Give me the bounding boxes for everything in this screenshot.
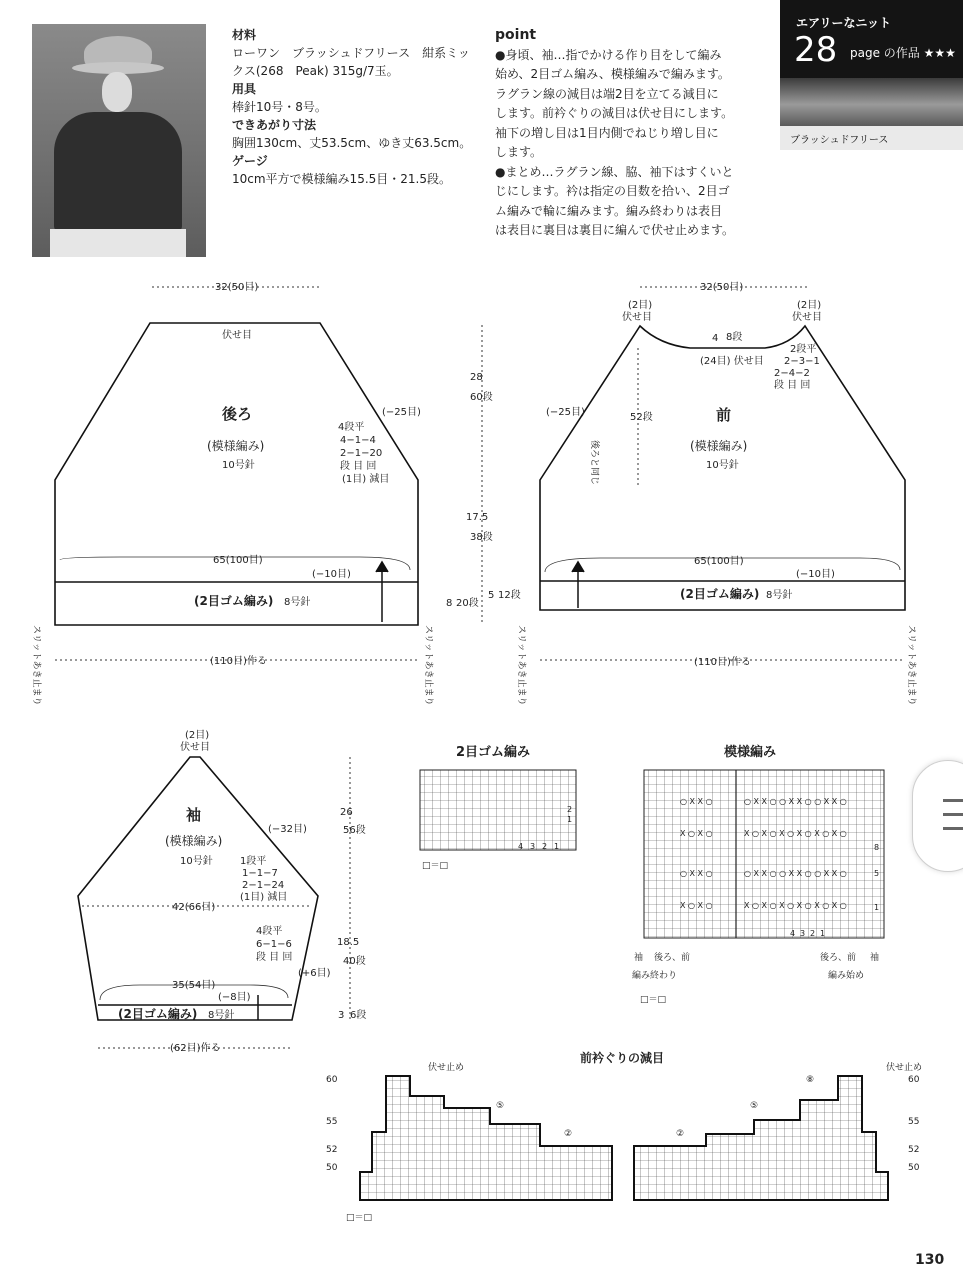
pattern-col-num: 2	[810, 929, 816, 938]
front-pattern: (模様編み)	[690, 439, 748, 453]
pattern-row-num: 1	[874, 903, 880, 912]
neck-row-label: 60	[908, 1075, 920, 1085]
back-dec-row: 2−1−20	[340, 448, 383, 459]
point-line: 始め、2目ゴム編み、模様編みで編みます。	[495, 67, 730, 81]
back-hem-width: 65(100目)	[213, 555, 263, 566]
materials-line1: ローワン ブラッシュドフリース 紺系ミッ	[232, 46, 470, 60]
front-slit-left: スリットあき止まり	[516, 625, 526, 706]
pattern-col-num: 3	[800, 929, 806, 938]
dim-h3: 8	[446, 598, 453, 609]
sleeve-inc-row: 6−1−6	[256, 939, 292, 950]
rib-col-num: 1	[554, 842, 560, 851]
point-line: ●まとめ…ラグラン線、脇、袖下はすくいと	[495, 164, 734, 179]
rib-chart	[420, 744, 576, 871]
sleeve-h2: 18.5	[337, 937, 360, 948]
back-cast-on: (110目)作る	[210, 656, 267, 667]
page-label: page の作品 ★★★	[850, 46, 956, 60]
sleeve-inc: (+6目)	[298, 968, 331, 979]
sleeve-h3-rows: 6段	[350, 1010, 367, 1021]
dim-h4-rows: 12段	[498, 590, 521, 601]
materials-heading: 材料	[232, 28, 257, 42]
sleeve-dec: (−32目)	[268, 824, 307, 835]
front-slit-right: スリットあき止まり	[906, 625, 916, 706]
sleeve-dec-row: 1−1−7	[242, 868, 278, 879]
front-corner-right: (2目)	[797, 300, 822, 311]
front-corner-right-bind: 伏せ目	[792, 312, 822, 323]
svg-text:Ⅹ ○ Ⅹ ○ Ⅹ ○ Ⅹ ○ Ⅹ ○ Ⅹ ○: Ⅹ ○ Ⅹ ○ Ⅹ ○ Ⅹ ○ Ⅹ ○ Ⅹ ○	[744, 829, 847, 838]
gauge-heading: ゲージ	[232, 154, 268, 168]
neck-chart	[326, 1050, 922, 1223]
neck-row-label: 50	[908, 1163, 920, 1173]
dim-h4: 5	[488, 590, 495, 601]
neck-row-label: 55	[908, 1117, 920, 1127]
back-rib-needle: 8号針	[284, 597, 311, 608]
back-slit-right: スリットあき止まり	[423, 625, 433, 706]
pattern-row-num: 5	[874, 869, 880, 878]
body-mark-left: 後ろ、前	[654, 953, 691, 963]
svg-text:○ Ⅹ Ⅹ ○: ○ Ⅹ Ⅹ ○	[680, 869, 713, 878]
sleeve-mark-right: 袖	[870, 953, 880, 963]
svg-text:○ Ⅹ Ⅹ ○ ○ Ⅹ Ⅹ ○ ○ Ⅹ Ⅹ ○: ○ Ⅹ Ⅹ ○ ○ Ⅹ Ⅹ ○ ○ Ⅹ Ⅹ ○	[744, 797, 847, 806]
size-heading: できあがり寸法	[232, 118, 317, 132]
body-mark-right: 後ろ、前	[820, 953, 857, 963]
point-line: じにします。衿は指定の目数を拾い、2目ゴ	[495, 184, 730, 198]
pattern-row-num: 8	[874, 843, 880, 852]
point-line: ム編みで輪に編みます。編み終わりは表目	[495, 203, 723, 218]
sleeve-dec-row: 1段平	[240, 856, 267, 867]
front-neck-row: 2−4−2	[774, 368, 810, 379]
neck-bind-right: 伏せ止め	[886, 1063, 923, 1073]
series-title: エアリーなニット	[796, 16, 892, 30]
sleeve-h1: 26	[340, 807, 353, 818]
neck-bind-left: 伏せ止め	[428, 1063, 465, 1073]
dim-h2-rows: 38段	[470, 532, 493, 543]
rib-row-num: 1	[567, 815, 573, 824]
dim-h3-rows: 20段	[456, 598, 479, 609]
pattern-col-num: 1	[820, 929, 826, 938]
sleeve-mark-left: 袖	[634, 953, 644, 963]
front-corner-left-bind: 伏せ目	[622, 312, 652, 323]
side-menu-button[interactable]	[912, 760, 963, 872]
point-line: します。前衿ぐりの減目は伏せ目にします。	[495, 106, 734, 120]
front-dec: (−25目)	[546, 407, 585, 418]
front-neck-depth: 4	[712, 333, 719, 344]
sleeve-cast-on: (62目)作る	[170, 1043, 221, 1054]
rib-chart-title: 2目ゴム編み	[456, 745, 531, 760]
sleeve-rib-label: (2目ゴム編み)	[118, 1007, 198, 1021]
dim-h1-rows: 60段	[470, 392, 493, 403]
neck-legend: □＝□	[346, 1213, 373, 1223]
svg-text:Ⅹ ○ Ⅹ ○: Ⅹ ○ Ⅹ ○	[680, 901, 713, 910]
front-same-as-back: 後ろと同じ	[589, 440, 599, 486]
svg-text:○ Ⅹ Ⅹ ○: ○ Ⅹ Ⅹ ○	[680, 797, 713, 806]
point-heading: point	[495, 27, 537, 43]
pattern-chart	[632, 744, 884, 1005]
back-bind-off: 伏せ目	[222, 330, 252, 341]
neck-row-label: 52	[326, 1145, 338, 1155]
neck-mark: ⑤	[496, 1101, 505, 1111]
point-line: します。	[495, 145, 543, 159]
point-line: ●身頃、袖…指でかける作り目をして編み	[495, 47, 722, 62]
sleeve-inc-row: 4段平	[256, 926, 283, 937]
rib-col-num: 2	[542, 842, 548, 851]
sleeve-dec-note: (1目) 減目	[240, 892, 288, 903]
front-neck-row: 2−3−1	[784, 356, 820, 367]
neck-mark: ②	[564, 1129, 573, 1139]
front-neck-row: 段 目 回	[774, 380, 811, 391]
point-line: 袖下の増し目は1目内側でねじり増し目に	[495, 125, 719, 140]
work-number: 28	[794, 30, 838, 70]
page-number: 130	[915, 1252, 945, 1268]
sleeve-h1-rows: 56段	[343, 825, 366, 836]
front-neck-rows: 8段	[726, 332, 743, 343]
sleeve-needle: 10号針	[180, 856, 213, 867]
sleeve-top: (2目)	[185, 730, 210, 741]
neck-mark: ②	[676, 1129, 685, 1139]
svg-text:○ Ⅹ Ⅹ ○ ○ Ⅹ Ⅹ ○ ○ Ⅹ Ⅹ ○: ○ Ⅹ Ⅹ ○ ○ Ⅹ Ⅹ ○ ○ Ⅹ Ⅹ ○	[744, 869, 847, 878]
pattern-legend: □＝□	[640, 995, 667, 1005]
svg-text:Ⅹ ○ Ⅹ ○ Ⅹ ○ Ⅹ ○ Ⅹ ○ Ⅹ ○: Ⅹ ○ Ⅹ ○ Ⅹ ○ Ⅹ ○ Ⅹ ○ Ⅹ ○	[744, 901, 847, 910]
neck-mark: ⑧	[806, 1075, 815, 1085]
tools-heading: 用具	[232, 82, 257, 96]
gauge-text: 10cm平方で模様編み15.5目・21.5段。	[232, 172, 451, 186]
back-rib-label: (2目ゴム編み)	[194, 594, 274, 608]
front-cast-on: (110目)作る	[694, 657, 751, 668]
rib-legend: □＝□	[422, 861, 449, 871]
point-line: ラグラン線の減目は端2目を立てる減目に	[495, 86, 719, 101]
back-dec-row: 4−1−4	[340, 435, 376, 446]
point-line: は表目に裏目は裏目に編んで伏せ止めます。	[495, 223, 735, 237]
sleeve-pattern: (模様編み)	[165, 834, 223, 848]
front-rag-rows: 52段	[630, 412, 653, 423]
center-dimensions	[446, 325, 521, 625]
sleeve-dec-row: 2−1−24	[242, 880, 285, 891]
front-title: 前	[716, 406, 732, 424]
back-title: 後ろ	[222, 405, 253, 423]
rib-row-num: 2	[567, 805, 573, 814]
start-label: 編み始め	[828, 971, 865, 981]
neck-mark: ⑤	[750, 1101, 759, 1111]
sleeve-rib-dec: (−8目)	[218, 992, 251, 1003]
back-needle: 10号針	[222, 460, 255, 471]
neck-chart-title: 前衿ぐりの減目	[580, 1051, 665, 1065]
sleeve-h2-rows: 40段	[343, 956, 366, 967]
front-rib-needle: 8号針	[766, 590, 793, 601]
dim-h2: 17.5	[466, 512, 489, 523]
neck-row-label: 52	[908, 1145, 920, 1155]
back-dec: (−25目)	[382, 407, 421, 418]
end-label: 編み終わり	[632, 971, 678, 981]
tools-text: 棒針10号・8号。	[232, 100, 327, 114]
neck-row-label: 50	[326, 1163, 338, 1173]
sleeve-lower-width: 35(54目)	[172, 980, 216, 991]
back-dec-row: 4段平	[338, 422, 365, 433]
back-dec-row: 段 目 回	[340, 461, 377, 472]
pattern-chart-title: 模様編み	[724, 745, 777, 760]
rib-col-num: 3	[530, 842, 536, 851]
front-top-width: 32(50目)	[700, 282, 744, 293]
materials-line2: クス(268 Peak) 315g/7玉。	[232, 64, 399, 78]
front-corner-left: (2目)	[628, 300, 653, 311]
front-neck-bind: (24目) 伏せ目	[700, 356, 764, 367]
rib-col-num: 4	[518, 842, 524, 851]
back-dec-note: (1目) 減目	[342, 474, 390, 485]
dim-h1: 28	[470, 372, 483, 383]
size-text: 胸囲130cm、丈53.5cm、ゆき丈63.5cm。	[232, 136, 472, 150]
front-rib-label: (2目ゴム編み)	[680, 587, 760, 601]
yarn-label: ブラッシュドフリース	[790, 135, 889, 146]
sleeve-inc-row: 段 目 回	[256, 952, 293, 963]
front-needle: 10号針	[706, 460, 739, 471]
back-rib-dec: (−10目)	[312, 569, 351, 580]
back-slit-left: スリットあき止まり	[31, 625, 41, 706]
sleeve-title: 袖	[186, 806, 202, 824]
front-rib-dec: (−10目)	[796, 569, 835, 580]
back-top-width: 32(50目)	[215, 282, 259, 293]
neck-row-label: 60	[326, 1075, 338, 1085]
sleeve-h3: 3	[338, 1010, 345, 1021]
sleeve-top-bind: 伏せ目	[180, 742, 210, 753]
svg-text:Ⅹ ○ Ⅹ ○: Ⅹ ○ Ⅹ ○	[680, 829, 713, 838]
front-hem-width: 65(100目)	[694, 556, 744, 567]
neck-row-label: 55	[326, 1117, 338, 1127]
pattern-col-num: 4	[790, 929, 796, 938]
sleeve-rib-needle: 8号針	[208, 1010, 235, 1021]
front-neck-row: 2段平	[790, 344, 817, 355]
sleeve-upper-width: 42(66目)	[172, 902, 216, 913]
back-pattern: (模様編み)	[207, 439, 265, 453]
